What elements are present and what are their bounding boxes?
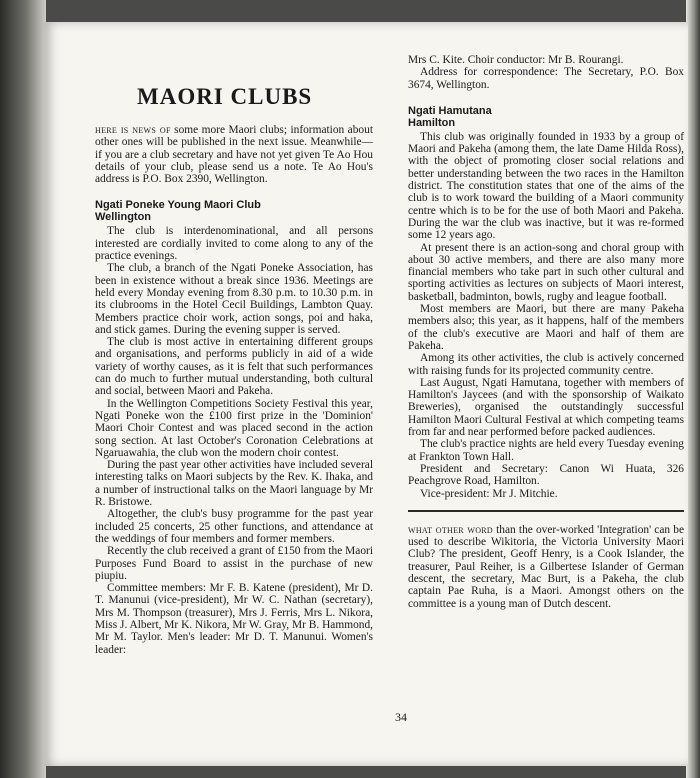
intro-lead: here is news of [95,124,171,136]
wikitoria-paragraph [408,524,684,610]
intro-paragraph [95,124,373,185]
poneke-paragraph: The club, a branch of the Ngati Poneke Association, has been in existence without a break since 1936. Meetings are held every Monday evening from 8.30 p.m. to 10.30 p.m. in its clubrooms in the Hotel Cecil Buildings, Lambton Quay. Members practice choir work, action songs, poi and haka, and stick games. During the evening supper is served. [95,262,373,336]
hamutana-heading: Ngati Hamutana [408,104,492,117]
poneke-paragraph: In the Wellington Competitions Society Festival this year, Ngati Poneke won the £100 first prize in the 'Dominion' Maori Choir Contest and was placed second in the action song section. At last October's Coronation Celebrations at Ngaruawahia, the club won the modern choir contest. [95,397,373,459]
page-title: MAORI CLUBS [137,84,313,109]
poneke-paragraph: Recently the club received a grant of £150 from the Maori Purposes Fund Board to assist in the purchase of new piupiu. [95,545,373,582]
hamutana-paragraph: The club's practice nights are held every Tuesday evening at Frankton Town Hall. [408,438,684,463]
hamutana-paragraph: Vice-president: Mr J. Mitchie. [420,487,558,500]
hamutana-paragraph: This club was originally founded in 1933 by a group of Maori and Pakeha (among them, the late Dame Hilda Ross), with the object of promoting closer social relations and better understanding between the two races in the Hamilton district. The constitution states that one of the aims of the club is to work toward the building of a Maori community centre which is to be for the use of both Maori and Pakeha. During the war the club was inactive, but it was re-formed some 12 years ago. [408,130,684,242]
right-column [408,54,684,610]
poneke-location: Wellington [95,211,152,224]
section-divider [408,510,684,512]
poneke-paragraph: The club is interdenominational, and all persons interested are cordially invited to come along to any of the practice evenings. [95,225,373,263]
hamutana-paragraph: At present there is an action-song and choral group with about 30 active members, and there are also many more financial members who take part in such other cultural and sporting activities as lectures on subjects of Maori interest, basketball, badminton, bowls, rugby and league football. [408,241,684,303]
poneke-paragraph: During the past year other activities have included several interesting talks on Maori subjects by the Rev. K. Ihaka, and a number of instructional talks on the Maori language by Mr R. Bristowe. [95,459,373,509]
scan-shadow-left [0,0,46,778]
poneke-paragraph: The club is most active in entertaining different groups and organisations, and performs publicly in aid of a wide variety of worthy causes, as it is felt that such performances can do much to further mutual understanding, both cultural and social, between Maori and Pakeha. [95,336,373,398]
scan-shadow-right [686,0,700,778]
hamutana-paragraph: President and Secretary: Canon Wi Huata, 326 Peachgrove Road, Hamilton. [408,462,684,488]
poneke-correspondence: Address for correspondence: The Secretary, P.O. Box 3674, Wellington. [408,66,684,91]
poneke-heading: Ngati Poneke Young Maori Club [95,199,261,212]
wikitoria-text: than the over-worked 'Integration' can be used to describe Wikitoria, the Victoria University Maori Club? The president, Geoff Henry, is a Cook Islander, the treasurer, Paul Reiher, is a Gilbertese Islander of German descent, the secretary, Mac Burt, is a Pakeha, the club captain Pae Ruha, is a Maori. Amongst others on the committee is a young man of Dutch descent. [408,523,684,610]
wikitoria-lead: what other word [408,523,493,536]
left-column [95,80,373,656]
poneke-continued: Mrs C. Kite. Choir conductor: Mr B. Rourangi. [408,54,624,66]
poneke-paragraph: Altogether, the club's busy programme for the past year included 25 concerts, 25 other functions, and attendance at the weddings of four members and former members. [95,508,373,545]
hamutana-paragraph: Among its other activities, the club is actively concerned with raising funds for its projected community centre. [408,352,684,377]
hamutana-location: Hamilton [408,116,456,129]
poneke-paragraph: Committee members: Mr F. B. Katene (president), Mr D. T. Manunui (vice-president), Mr W. C. Nathan (secretary), Mrs M. Thompson (treasurer), Mrs J. Ferris, Mrs L. Nikora, Miss J. Albert, Mr K. Nikora, Mr W. Gray, Mr B. Hammond, Mr M. Taylor. Men's leader: Mr D. T. Manunui. Women's leader: [95,582,374,656]
hamutana-paragraph: Most members are Maori, but there are many Pakeha members also; this year, as it happens, half of the members of the club's executive are Maori and half of them are Pakeha. [408,303,684,352]
hamutana-paragraph: Last August, Ngati Hamutana, together with members of Hamilton's Jaycees (and with the sponsorship of Waikato Breweries), organised the outstandingly successful Hamilton Maori Cultural Festival at which competing teams from far and near performed before packed audiences. [408,376,684,439]
intro-text: some more Maori clubs; information about other ones will be published in the next issue. Meanwhile—if you are a club secretary and have not yet given Te Ao Hou details of your club, please send us a note. Te Ao Hou's address is P.O. Box 2390, Wellington. [95,124,373,186]
page-number: 34 [395,710,407,724]
